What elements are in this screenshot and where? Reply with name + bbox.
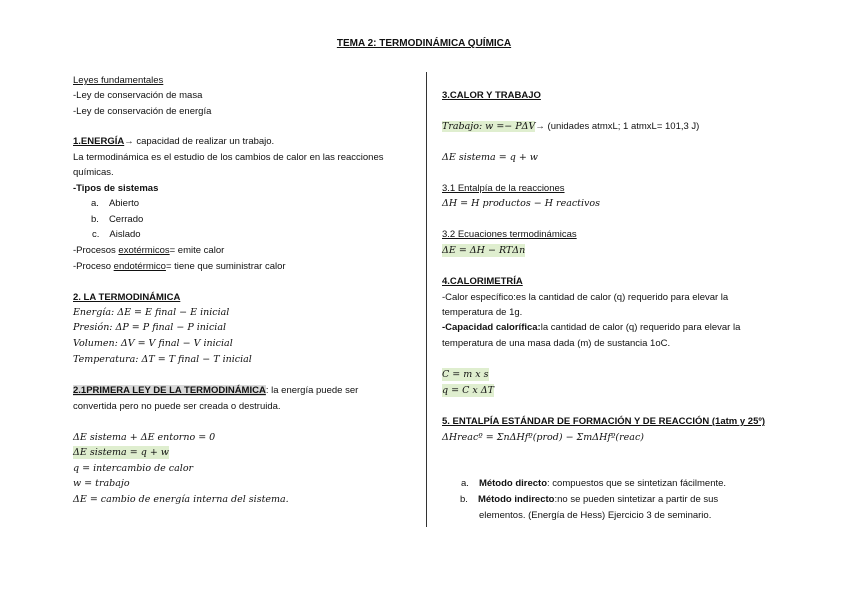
exo-suffix: = emite calor	[169, 245, 225, 256]
primera-ley-text-2: convertida pero no puede ser creada o destruida.	[73, 401, 281, 412]
calor-especifico-1: -Calor específico:es la cantidad de calor (q) requerido para elevar la	[442, 292, 729, 303]
metodo-b-continuation: elementos. (Energía de Hess) Ejercicio 3 de seminario.	[479, 510, 712, 521]
equation-delta-e: ΔE = cambio de energía interna del sistema.	[73, 494, 289, 505]
metodo-label: Método indirecto	[477, 494, 555, 505]
page-title: TEMA 2: TERMODINÁMICA QUÍMICA	[336, 38, 512, 49]
equation-w: w = trabajo	[73, 478, 130, 489]
termo-definition-1: La termodinámica es el estudio de los cambios de calor en las reacciones	[73, 152, 384, 163]
primera-ley-line	[73, 384, 358, 397]
calor-trabajo-heading: 3.CALOR Y TRABAJO	[442, 90, 541, 101]
exo-word: exotérmicos	[118, 245, 170, 256]
metodo-label: Método directo	[478, 478, 548, 489]
procesos-exotermicos	[73, 244, 224, 257]
equation-volumen: Volumen: ΔV = V final − V inicial	[73, 338, 233, 349]
leyes-heading: Leyes fundamentales	[73, 75, 164, 86]
primera-ley-heading: 2.1PRIMERA LEY DE LA TERMODINÁMICA	[73, 385, 266, 396]
capacidad-line	[442, 321, 740, 334]
termodinamica-heading: 2. LA TERMODINÁMICA	[73, 292, 181, 303]
equation-sistema-right: ΔE sistema = q + w	[442, 152, 538, 163]
equation-q-right: q = C x ΔT	[442, 385, 494, 396]
list-marker: b.	[91, 214, 99, 225]
entalpia-estandar-heading: 5. ENTALPÍA ESTÁNDAR DE FORMACIÓN Y DE REACCIÓN (1atm y 25º)	[442, 416, 765, 427]
list-marker: c.	[92, 229, 100, 240]
metodo-text: :no se pueden sintetizar a partir de sus	[554, 494, 719, 505]
endo-word: endotérmico	[113, 261, 166, 272]
sistema-label: Cerrado	[108, 214, 144, 225]
primera-ley-text: : la energía puede ser	[265, 385, 359, 396]
sistema-item-a	[91, 197, 139, 210]
equation-trabajo: Trabajo: w =− PΔV	[442, 121, 536, 132]
energia-heading: 1.ENERGÍA	[73, 136, 125, 147]
ley-masa: -Ley de conservación de masa	[73, 90, 203, 101]
equation-temperatura: Temperatura: ΔT = T final − T inicial	[73, 354, 252, 365]
termo-definition-2: químicas.	[73, 167, 114, 178]
proceso-endotermico	[73, 260, 286, 273]
endo-prefix: -Proceso	[73, 261, 114, 272]
sistema-item-b	[91, 213, 143, 226]
entalpia-heading: 3.1 Entalpía de la reacciones	[442, 183, 565, 194]
metodo-text: : compuestos que se sintetizan fácilmente.	[547, 478, 727, 489]
equation-entorno: ΔE sistema + ΔE entorno = 0	[73, 432, 216, 443]
equation-termo: ΔE = ΔH − RTΔn	[442, 245, 526, 256]
metodo-item-a	[461, 477, 726, 490]
trabajo-note: → (unidades atmxL; 1 atmxL= 101,3 J)	[535, 121, 700, 132]
list-marker: b.	[460, 494, 468, 505]
endo-suffix: = tiene que suministrar calor	[165, 261, 286, 272]
equation-q: q = intercambio de calor	[73, 463, 194, 474]
capacidad-label: -Capacidad calorífica:	[442, 322, 541, 333]
capacidad-text: la cantidad de calor (q) requerido para elevar la	[540, 322, 741, 333]
ley-energia: -Ley de conservación de energía	[73, 106, 212, 117]
tipos-heading: -Tipos de sistemas	[73, 183, 159, 194]
equation-c: C = m x s	[442, 369, 489, 380]
sistema-item-c	[92, 228, 141, 241]
exo-prefix: -Procesos	[73, 245, 119, 256]
equation-entalpia: ΔH = H productos − H reactivos	[442, 198, 600, 209]
list-marker: a.	[91, 198, 99, 209]
energia-line	[73, 135, 274, 148]
calor-especifico-2: temperatura de 1g.	[442, 307, 523, 318]
energia-definition: → capacidad de realizar un trabajo.	[124, 136, 275, 147]
metodo-item-b	[460, 493, 718, 506]
column-divider	[426, 72, 427, 527]
list-marker: a.	[461, 478, 469, 489]
sistema-label: Abierto	[108, 198, 140, 209]
calorimetria-heading: 4.CALORIMETRÍA	[442, 276, 523, 287]
equation-presion: Presión: ΔP = P final − P inicial	[73, 322, 227, 333]
equation-hreac: ΔHreacº = ΣnΔHfº(prod) − ΣmΔHfº(reac)	[442, 432, 644, 443]
trabajo-line	[442, 120, 699, 133]
sistema-label: Aislado	[109, 229, 141, 240]
capacidad-text-2: temperatura de una masa dada (m) de sustancia 1oC.	[442, 338, 671, 349]
equation-energia: Energía: ΔE = E final − E inicial	[73, 307, 230, 318]
equation-sistema: ΔE sistema = q + w	[73, 447, 169, 458]
ecuaciones-heading: 3.2 Ecuaciones termodinámicas	[442, 229, 577, 240]
